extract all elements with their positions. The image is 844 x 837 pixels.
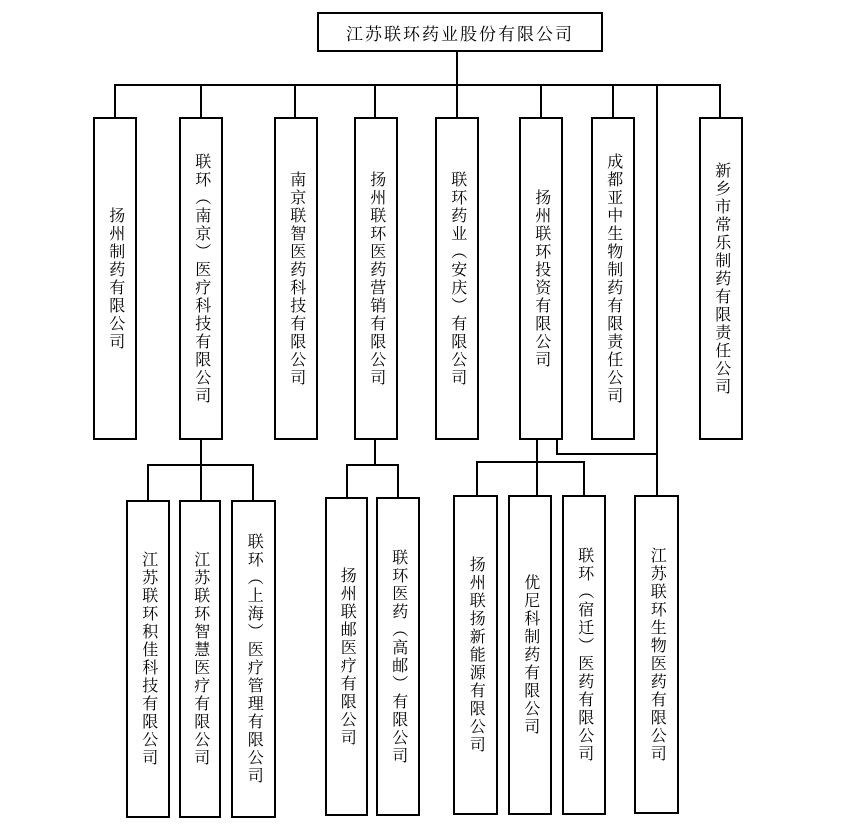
- connector-drop-g1-3: [252, 465, 254, 501]
- company-name-g4-1: 江苏联环生物医药有限公司: [648, 546, 666, 763]
- company-box-g1-1: [126, 500, 170, 818]
- company-name-g1-1: 江苏联环积佳科技有限公司: [139, 551, 157, 767]
- connector-drop-l1-8: [719, 85, 721, 118]
- company-name-l1-4: 扬州联环医药营销有限公司: [367, 170, 385, 387]
- connector-drop-l1-7: [612, 85, 614, 118]
- company-name-g3-2: 优尼科制药有限公司: [521, 574, 539, 736]
- company-box-g3-1: [453, 495, 498, 815]
- connector-touzi-to-bio-horiz: [556, 453, 658, 455]
- connector-drop-l1-6: [540, 85, 542, 118]
- company-box-l1-6: [519, 117, 563, 440]
- connector-nanjing-drop: [200, 440, 202, 501]
- company-name-g1-2: 江苏联环智慧医疗有限公司: [191, 551, 209, 767]
- company-name-l1-5: 联环药业（安庆）有限公司: [448, 170, 466, 387]
- company-box-l1-7: [591, 117, 635, 440]
- connector-bus-group1: [147, 464, 254, 466]
- company-box-l1-1: [93, 117, 137, 440]
- company-box-g4-1: [634, 495, 679, 814]
- company-name-l1-8: 新乡市常乐制药有限责任公司: [712, 161, 730, 396]
- connector-bus-group3: [476, 461, 585, 463]
- company-name-root: 江苏联环药业股份有限公司: [346, 24, 574, 44]
- company-name-g2-2: 联环医药（高邮）有限公司: [389, 548, 407, 765]
- connector-touzi-drop: [536, 440, 538, 496]
- company-name-g2-1: 扬州联邮医疗有限公司: [338, 566, 356, 747]
- company-box-l1-2: [179, 117, 223, 440]
- company-name-g1-3: 联环（上海）医疗管理有限公司: [245, 533, 263, 785]
- connector-drop-l1-1: [114, 85, 116, 118]
- connector-drop-l1-3: [294, 85, 296, 118]
- connector-root-drop: [456, 52, 458, 85]
- connector-bus-level1: [114, 84, 721, 86]
- connector-bus-group2: [346, 464, 399, 466]
- company-name-l1-6: 扬州联环投资有限公司: [532, 188, 550, 369]
- company-box-g2-1: [325, 497, 368, 816]
- company-box-l1-3: [274, 117, 318, 440]
- connector-drop-l1-5: [456, 85, 458, 118]
- company-name-g3-1: 扬州联扬新能源有限公司: [467, 556, 485, 754]
- connector-drop-g1-1: [147, 465, 149, 501]
- company-box-l1-8: [699, 117, 743, 440]
- company-box-l1-5: [435, 117, 479, 440]
- connector-yingxiao-drop: [374, 440, 376, 466]
- connector-drop-g3-3: [583, 462, 585, 496]
- company-name-l1-1: 扬州制药有限公司: [106, 206, 124, 351]
- connector-drop-g2-2: [397, 465, 399, 498]
- connector-drop-l1-2: [200, 85, 202, 118]
- company-box-g3-3: [562, 495, 606, 815]
- company-name-l1-3: 南京联智医药科技有限公司: [287, 170, 305, 387]
- company-box-g2-2: [376, 497, 420, 816]
- connector-drop-l1-4: [374, 85, 376, 118]
- connector-root-to-bio: [656, 85, 658, 496]
- company-box-g1-2: [179, 500, 221, 818]
- connector-drop-g3-1: [476, 462, 478, 496]
- company-name-l1-7: 成都亚中生物制药有限责任公司: [604, 152, 622, 405]
- company-box-g1-3: [231, 500, 276, 818]
- company-name-g3-3: 联环（宿迁）医药有限公司: [575, 547, 593, 763]
- company-box-g3-2: [508, 495, 552, 815]
- company-box-root: [317, 12, 603, 52]
- company-box-l1-4: [354, 117, 398, 440]
- company-name-l1-2: 联环（南京）医疗科技有限公司: [192, 152, 210, 405]
- connector-drop-g2-1: [346, 465, 348, 498]
